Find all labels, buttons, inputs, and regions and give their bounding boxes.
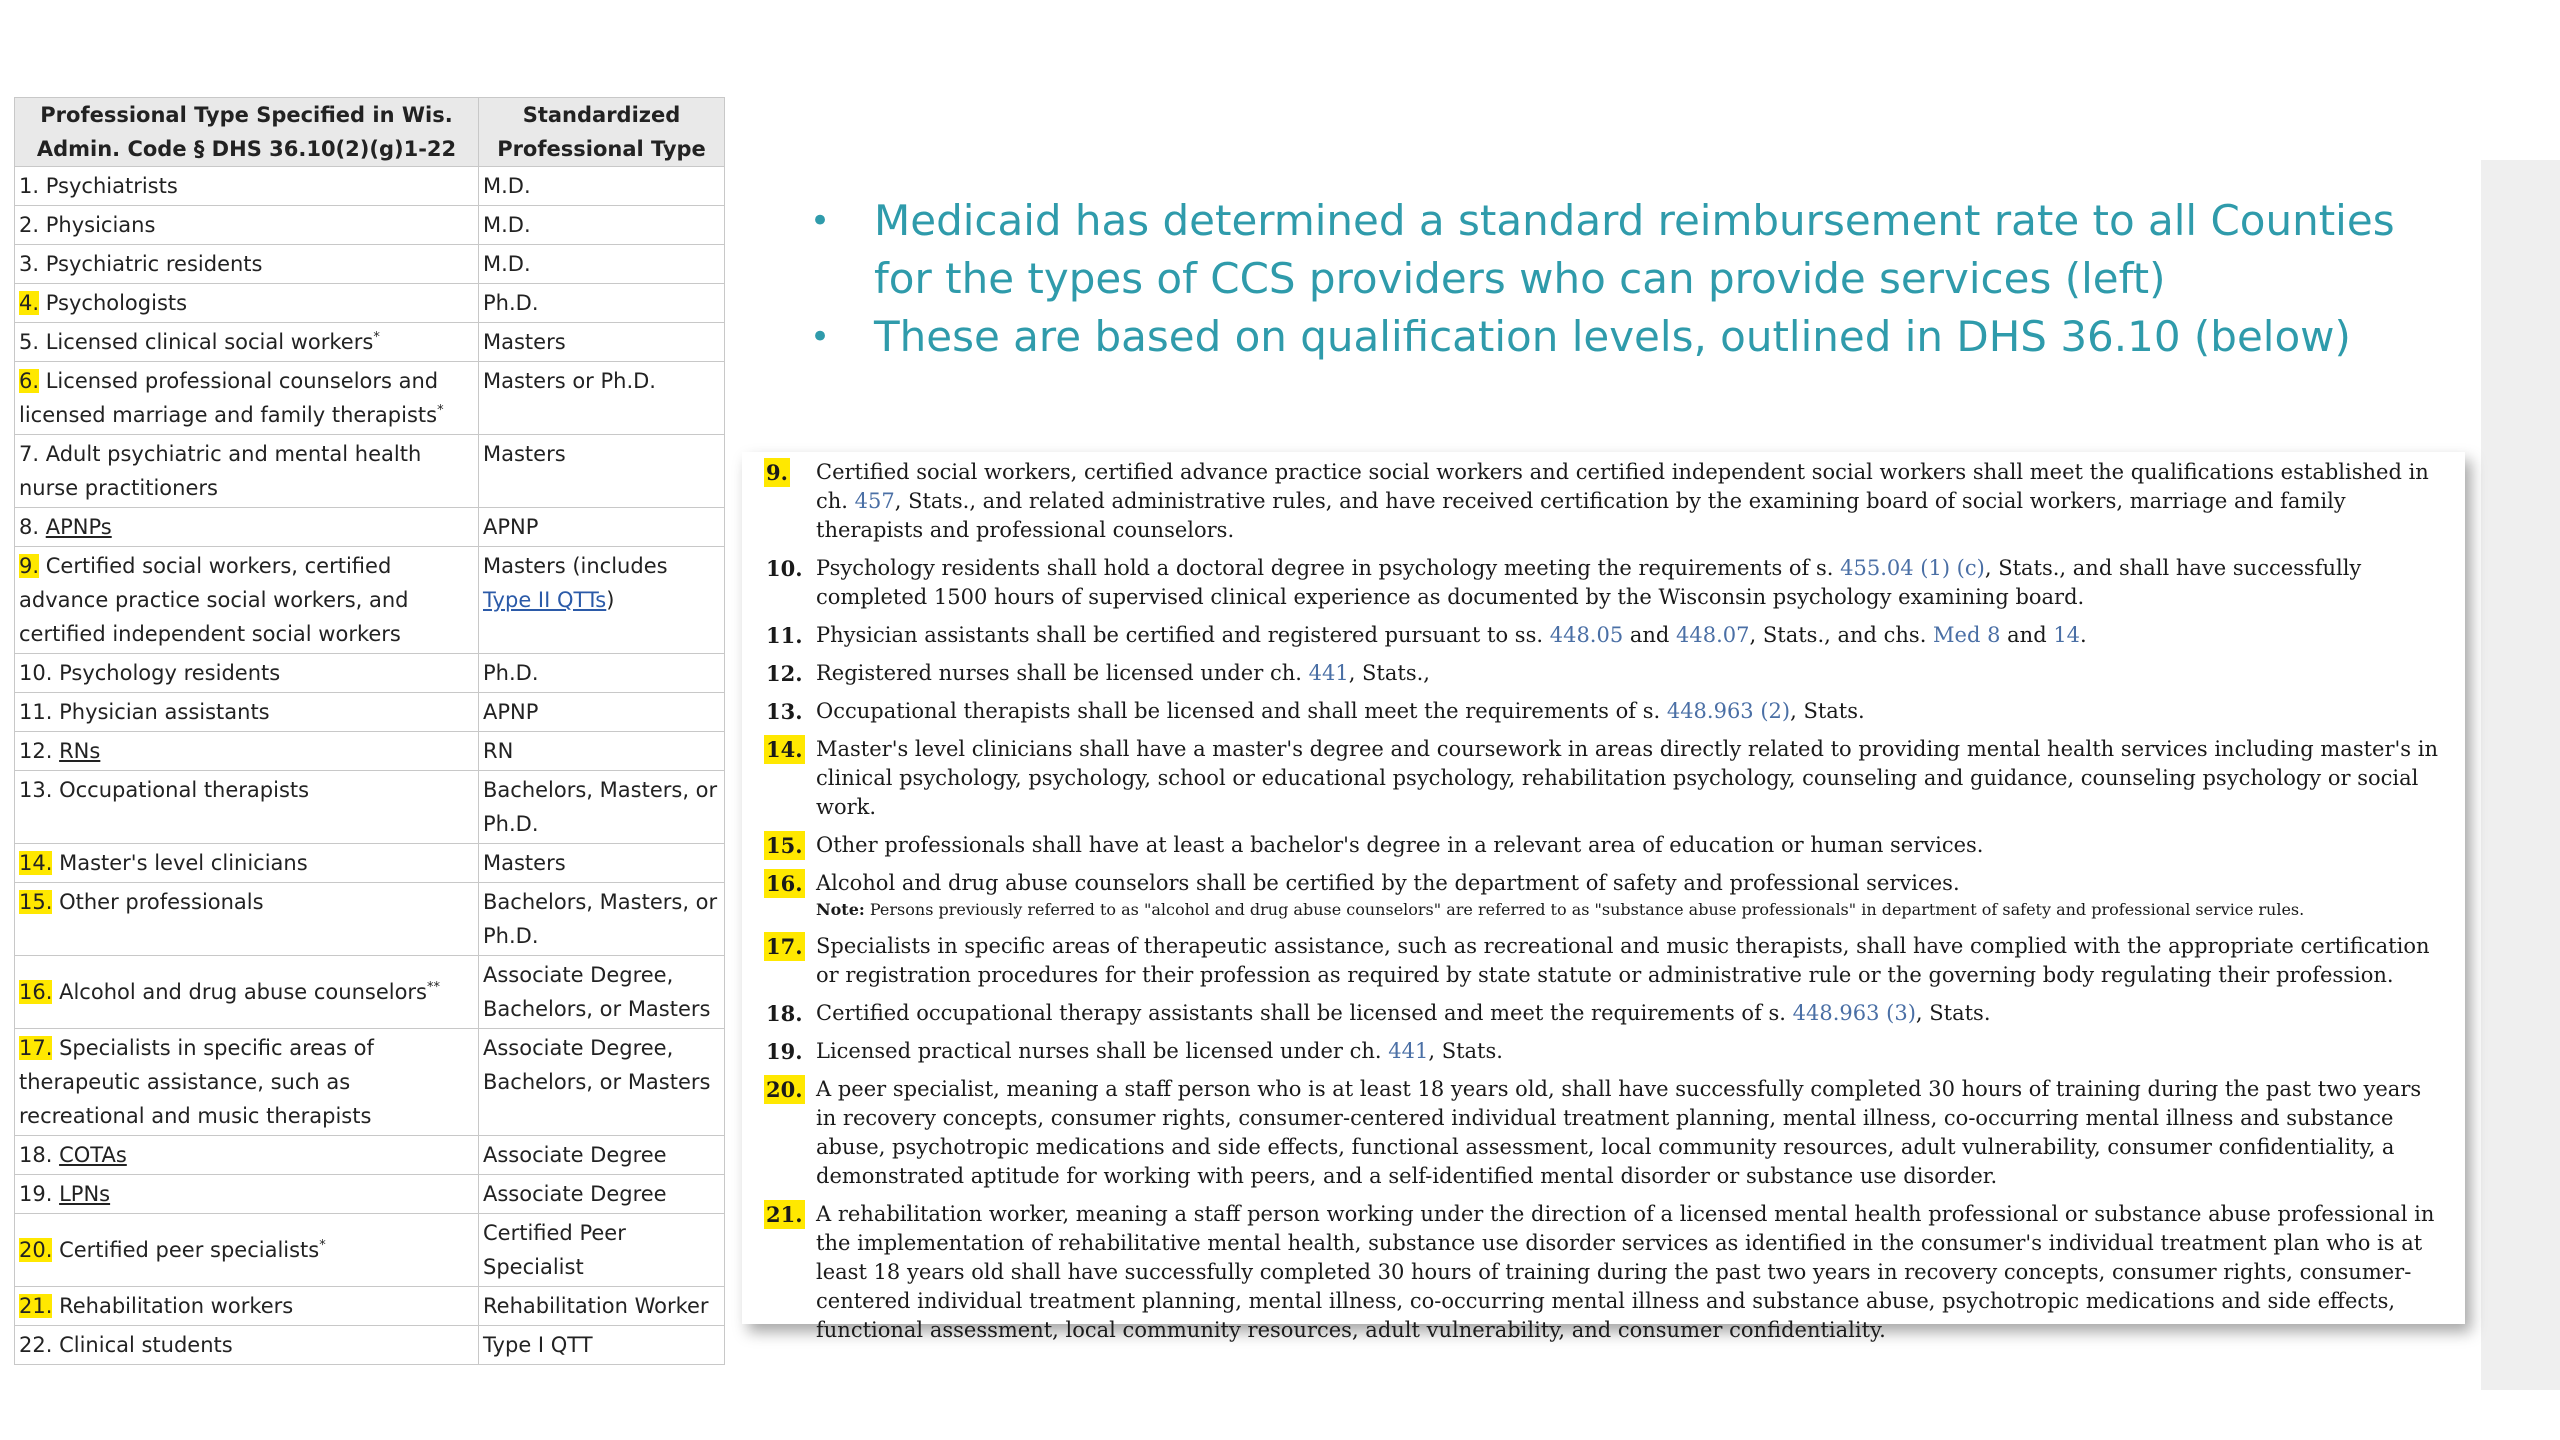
row-type: Associate Degree, Bachelors, or Masters <box>479 956 725 1029</box>
row-label-text: Rehabilitation workers <box>59 1294 294 1318</box>
paragraph-text: , Stats., and chs. <box>1749 623 1934 647</box>
row-label-text: Alcohol and drug abuse counselors <box>59 980 427 1004</box>
row-number-highlighted: 20. <box>19 1238 53 1262</box>
row-label <box>15 245 479 284</box>
paragraph-16 <box>760 869 2445 898</box>
paragraph-text: Licensed practical nurses shall be licensed under ch. <box>816 1039 1389 1063</box>
paragraph-number: 11. <box>766 623 803 648</box>
table-row <box>15 362 725 435</box>
paragraph-text: Occupational therapists shall be licensed and shall meet the requirements of s. <box>816 699 1667 723</box>
row-number: 13. <box>19 778 53 802</box>
bullet-dot-icon: • <box>810 201 831 241</box>
paragraph-text: Physician assistants shall be certified and registered pursuant to ss. <box>816 623 1550 647</box>
row-label <box>15 956 479 1029</box>
statute-reference-link[interactable]: 448.07 <box>1676 623 1750 647</box>
row-number-highlighted: 21. <box>19 1294 53 1318</box>
row-label-text: Adult psychiatric and mental health nurse practitioners <box>19 442 422 500</box>
row-type-text-end: ) <box>606 588 615 612</box>
row-label <box>15 508 479 547</box>
row-label-abbreviation: RNs <box>59 739 101 763</box>
row-number: 12. <box>19 739 53 763</box>
row-number: 8. <box>19 515 40 539</box>
paragraph-text: Alcohol and drug abuse counselors shall be certified by the department of safety and professional services. <box>816 871 1960 895</box>
row-number-highlighted: 9. <box>19 554 40 578</box>
row-label <box>15 1214 479 1287</box>
paragraph-text: , Stats. <box>1790 699 1865 723</box>
statute-reference-link[interactable]: 441 <box>1308 661 1349 685</box>
paragraph-number: 16. <box>766 871 803 896</box>
paragraph-text: Certified social workers, certified advance practice social workers and certified independent social workers shall meet the qualifications established in ch. <box>816 460 2429 513</box>
row-label <box>15 1136 479 1175</box>
row-type: Masters <box>479 844 725 883</box>
row-type: Associate Degree <box>479 1136 725 1175</box>
row-number: 2. <box>19 213 40 237</box>
paragraph-text: and <box>2000 623 2054 647</box>
table-row <box>15 693 725 732</box>
table-row <box>15 323 725 362</box>
table-row <box>15 547 725 654</box>
row-label <box>15 362 479 435</box>
paragraph-text: Specialists in specific areas of therapeutic assistance, such as recreational and music therapists, shall have complied with the appropriate certification or registration procedures for their profession as required by state statute or administrative rule or the governing body regulating their profession. <box>816 934 2430 987</box>
paragraph-text: . <box>2080 623 2087 647</box>
row-label-text: Psychiatrists <box>45 174 178 198</box>
paragraph-text: Other professionals shall have at least a bachelor's degree in a relevant area of education or human services. <box>816 833 1984 857</box>
row-label-text: Clinical students <box>59 1333 233 1357</box>
column-header-professional-type: Professional Type Specified in Wis. Admin. Code § DHS 36.10(2)(g)1-22 <box>15 98 479 167</box>
paragraph-number: 12. <box>766 661 803 686</box>
row-number: 1. <box>19 174 40 198</box>
row-type: Ph.D. <box>479 284 725 323</box>
row-type: M.D. <box>479 206 725 245</box>
table-row <box>15 771 725 844</box>
row-label-text: Licensed clinical social workers <box>45 330 374 354</box>
paragraph-9 <box>760 458 2445 545</box>
row-label <box>15 323 479 362</box>
row-type: M.D. <box>479 167 725 206</box>
row-label-text: Certified peer specialists <box>59 1238 320 1262</box>
paragraph-19 <box>760 1037 2445 1066</box>
row-number: 7. <box>19 442 40 466</box>
table-row <box>15 844 725 883</box>
paragraph-text: , Stats. <box>1915 1001 1991 1025</box>
table-row <box>15 167 725 206</box>
paragraph-number: 20. <box>766 1077 803 1102</box>
paragraph-20 <box>760 1075 2445 1191</box>
paragraph-text: Psychology residents shall hold a doctoral degree in psychology meeting the requirements of s. <box>816 556 1841 580</box>
note-text: Persons previously referred to as "alcohol and drug abuse counselors" are referred to as "substance abuse professionals" in department of safety and professional service rules. <box>869 900 2305 919</box>
slide-side-bar <box>2481 160 2560 1390</box>
footnote-marker: * <box>437 403 444 418</box>
row-type: Type I QTT <box>479 1326 725 1365</box>
note-label: Note: <box>816 900 865 919</box>
row-type: Associate Degree <box>479 1175 725 1214</box>
column-header-standardized-type: Standardized Professional Type <box>479 98 725 167</box>
footnote-marker: ** <box>427 980 440 995</box>
paragraph-21 <box>760 1200 2445 1345</box>
row-label <box>15 883 479 956</box>
row-type: M.D. <box>479 245 725 284</box>
row-number: 18. <box>19 1143 53 1167</box>
table-row <box>15 1029 725 1136</box>
row-type: Rehabilitation Worker <box>479 1287 725 1326</box>
table-row <box>15 508 725 547</box>
statute-reference-link[interactable]: 14 <box>2053 623 2081 647</box>
paragraph-text: , Stats., and related administrative rules, and have received certification by the examining board of social workers, marriage and family therapists and professional counselors. <box>816 489 2346 542</box>
row-label <box>15 844 479 883</box>
row-label-text: Other professionals <box>59 890 264 914</box>
row-label <box>15 206 479 245</box>
row-type: Bachelors, Masters, or Ph.D. <box>479 771 725 844</box>
paragraph-number: 21. <box>766 1202 803 1227</box>
paragraph-18 <box>760 999 2445 1028</box>
row-label <box>15 654 479 693</box>
row-label-text: Psychology residents <box>59 661 281 685</box>
row-number: 19. <box>19 1182 53 1206</box>
bullet-text: Medicaid has determined a standard reimbursement rate to all Counties for the types of CCS providers who can provide services (left) <box>874 196 2395 303</box>
row-number-highlighted: 17. <box>19 1036 53 1060</box>
row-label <box>15 693 479 732</box>
row-number: 10. <box>19 661 53 685</box>
row-label <box>15 435 479 508</box>
row-label-text: Master's level clinicians <box>59 851 308 875</box>
bullet-dot-icon: • <box>810 317 831 357</box>
table-header-row <box>15 98 725 167</box>
row-type <box>479 547 725 654</box>
type-ii-qtt-link[interactable]: Type II QTTs <box>483 588 607 612</box>
row-number-highlighted: 4. <box>19 291 40 315</box>
row-number: 3. <box>19 252 40 276</box>
paragraph-number: 13. <box>766 699 803 724</box>
row-number-highlighted: 6. <box>19 369 40 393</box>
row-label-abbreviation: APNPs <box>45 515 112 539</box>
paragraph-text: , Stats., and shall have successfully completed 1500 hours of supervised clinical experience as documented by the Wisconsin psychology examining board. <box>816 556 2362 609</box>
row-number-highlighted: 14. <box>19 851 53 875</box>
statute-reference-link[interactable]: Med 8 <box>1933 623 2001 647</box>
row-label <box>15 1175 479 1214</box>
table-row <box>15 1326 725 1365</box>
paragraph-text: A peer specialist, meaning a staff person who is at least 18 years old, shall have successfully completed 30 hours of training during the past two years in recovery concepts, consumer rights, consumer-centered individual treatment planning, mental illness, co-occurring mental illness and substance abuse, psychotropic medications and side effects, functional assessment, local community resources, adult vulnerability, consumer confidentiality, a demonstrated aptitude for working with peers, and a self-identified mental disorder or substance use disorder. <box>816 1077 2422 1188</box>
row-label-text: Physicians <box>45 213 156 237</box>
paragraph-text: , Stats. <box>1428 1039 1503 1063</box>
row-type: APNP <box>479 693 725 732</box>
row-number: 5. <box>19 330 40 354</box>
table-row <box>15 1136 725 1175</box>
paragraph-number: 19. <box>766 1039 803 1064</box>
row-type-text: Masters (includes <box>483 554 668 578</box>
paragraph-number: 17. <box>766 934 803 959</box>
row-label <box>15 1029 479 1136</box>
paragraph-number: 18. <box>766 1001 803 1026</box>
paragraph-15 <box>760 831 2445 860</box>
row-type: Ph.D. <box>479 654 725 693</box>
footnote-marker: * <box>319 1238 326 1253</box>
table-row <box>15 883 725 956</box>
row-label-text: Psychologists <box>45 291 188 315</box>
row-label-text: Psychiatric residents <box>45 252 263 276</box>
paragraph-number: 14. <box>766 737 803 762</box>
row-label <box>15 771 479 844</box>
paragraph-text: Registered nurses shall be licensed under ch. <box>816 661 1309 685</box>
paragraph-text: , Stats., <box>1348 661 1430 685</box>
bullet-text: These are based on qualification levels, outlined in DHS 36.10 (below) <box>874 312 2351 361</box>
table-row <box>15 956 725 1029</box>
table-row <box>15 1175 725 1214</box>
paragraph-text: and <box>1623 623 1677 647</box>
paragraph-13 <box>760 697 2445 726</box>
table-row <box>15 1287 725 1326</box>
footnote-marker: * <box>373 330 380 345</box>
row-label-abbreviation: COTAs <box>59 1143 127 1167</box>
bullet-item <box>810 308 2450 366</box>
row-type: Masters or Ph.D. <box>479 362 725 435</box>
professional-type-table <box>14 97 725 1365</box>
row-label <box>15 547 479 654</box>
row-label <box>15 284 479 323</box>
paragraph-number: 10. <box>766 556 803 581</box>
row-number-highlighted: 15. <box>19 890 53 914</box>
statute-reference-link[interactable]: 457 <box>854 489 895 513</box>
paragraph-number: 9. <box>766 460 788 485</box>
row-label-text: Specialists in specific areas of therapeutic assistance, such as recreational and music therapists <box>19 1036 374 1128</box>
row-number-highlighted: 16. <box>19 980 53 1004</box>
row-type: Masters <box>479 435 725 508</box>
statute-reference-link[interactable]: 448.963 (2) <box>1666 699 1791 723</box>
statute-reference-link[interactable]: 441 <box>1388 1039 1429 1063</box>
table-row <box>15 1214 725 1287</box>
row-type: Certified Peer Specialist <box>479 1214 725 1287</box>
table-row <box>15 206 725 245</box>
table-row <box>15 654 725 693</box>
paragraph-text: Master's level clinicians shall have a master's degree and coursework in areas directly related to providing mental health services including master's in clinical psychology, psychology, school or educational psychology, rehabilitation psychology, counseling and guidance, counseling psychology or social work. <box>816 737 2438 819</box>
row-number: 11. <box>19 700 53 724</box>
row-label-text: Occupational therapists <box>59 778 310 802</box>
paragraph-17 <box>760 932 2445 990</box>
slide-bullet-list <box>810 192 2450 366</box>
paragraph-text: Certified occupational therapy assistants shall be licensed and meet the requirements of s. <box>816 1001 1793 1025</box>
row-type: Associate Degree, Bachelors, or Masters <box>479 1029 725 1136</box>
row-label-abbreviation: LPNs <box>59 1182 111 1206</box>
dhs-36-10-excerpt <box>742 452 2465 1342</box>
table-row <box>15 435 725 508</box>
row-label <box>15 167 479 206</box>
statute-reference-link[interactable]: 455.04 (1) (c) <box>1840 556 1985 580</box>
bullet-item <box>810 192 2450 308</box>
row-label <box>15 732 479 771</box>
row-type: RN <box>479 732 725 771</box>
table-row <box>15 245 725 284</box>
paragraph-number: 15. <box>766 833 803 858</box>
row-type: APNP <box>479 508 725 547</box>
paragraph-10 <box>760 554 2445 612</box>
row-number: 22. <box>19 1333 53 1357</box>
row-type: Bachelors, Masters, or Ph.D. <box>479 883 725 956</box>
row-label <box>15 1326 479 1365</box>
paragraph-14 <box>760 735 2445 822</box>
paragraph-11 <box>760 621 2445 650</box>
row-label-text: Licensed professional counselors and licensed marriage and family therapists <box>19 369 439 427</box>
row-type: Masters <box>479 323 725 362</box>
table-row <box>15 284 725 323</box>
row-label <box>15 1287 479 1326</box>
paragraph-note <box>760 898 2445 922</box>
table-row <box>15 732 725 771</box>
statute-reference-link[interactable]: 448.963 (3) <box>1792 1001 1916 1025</box>
row-label-text: Certified social workers, certified advance practice social workers, and certified independent social workers <box>19 554 409 646</box>
paragraph-text: A rehabilitation worker, meaning a staff person working under the direction of a licensed mental health professional or substance abuse professional in the implementation of rehabilitative mental health, substance use disorder services as identified in the consumer's individual treatment plan who is at least 18 years old shall have successfully completed 30 hours of training during the past two years in recovery concepts, consumer rights, consumer-centered individual treatment planning, mental illness, co-occurring mental illness and substance abuse, psychotropic medications and side effects, functional assessment, local community resources, adult vulnerability, and consumer confidentiality. <box>816 1202 2435 1342</box>
row-label-text: Physician assistants <box>59 700 270 724</box>
statute-reference-link[interactable]: 448.05 <box>1549 623 1624 647</box>
paragraph-12 <box>760 659 2445 688</box>
